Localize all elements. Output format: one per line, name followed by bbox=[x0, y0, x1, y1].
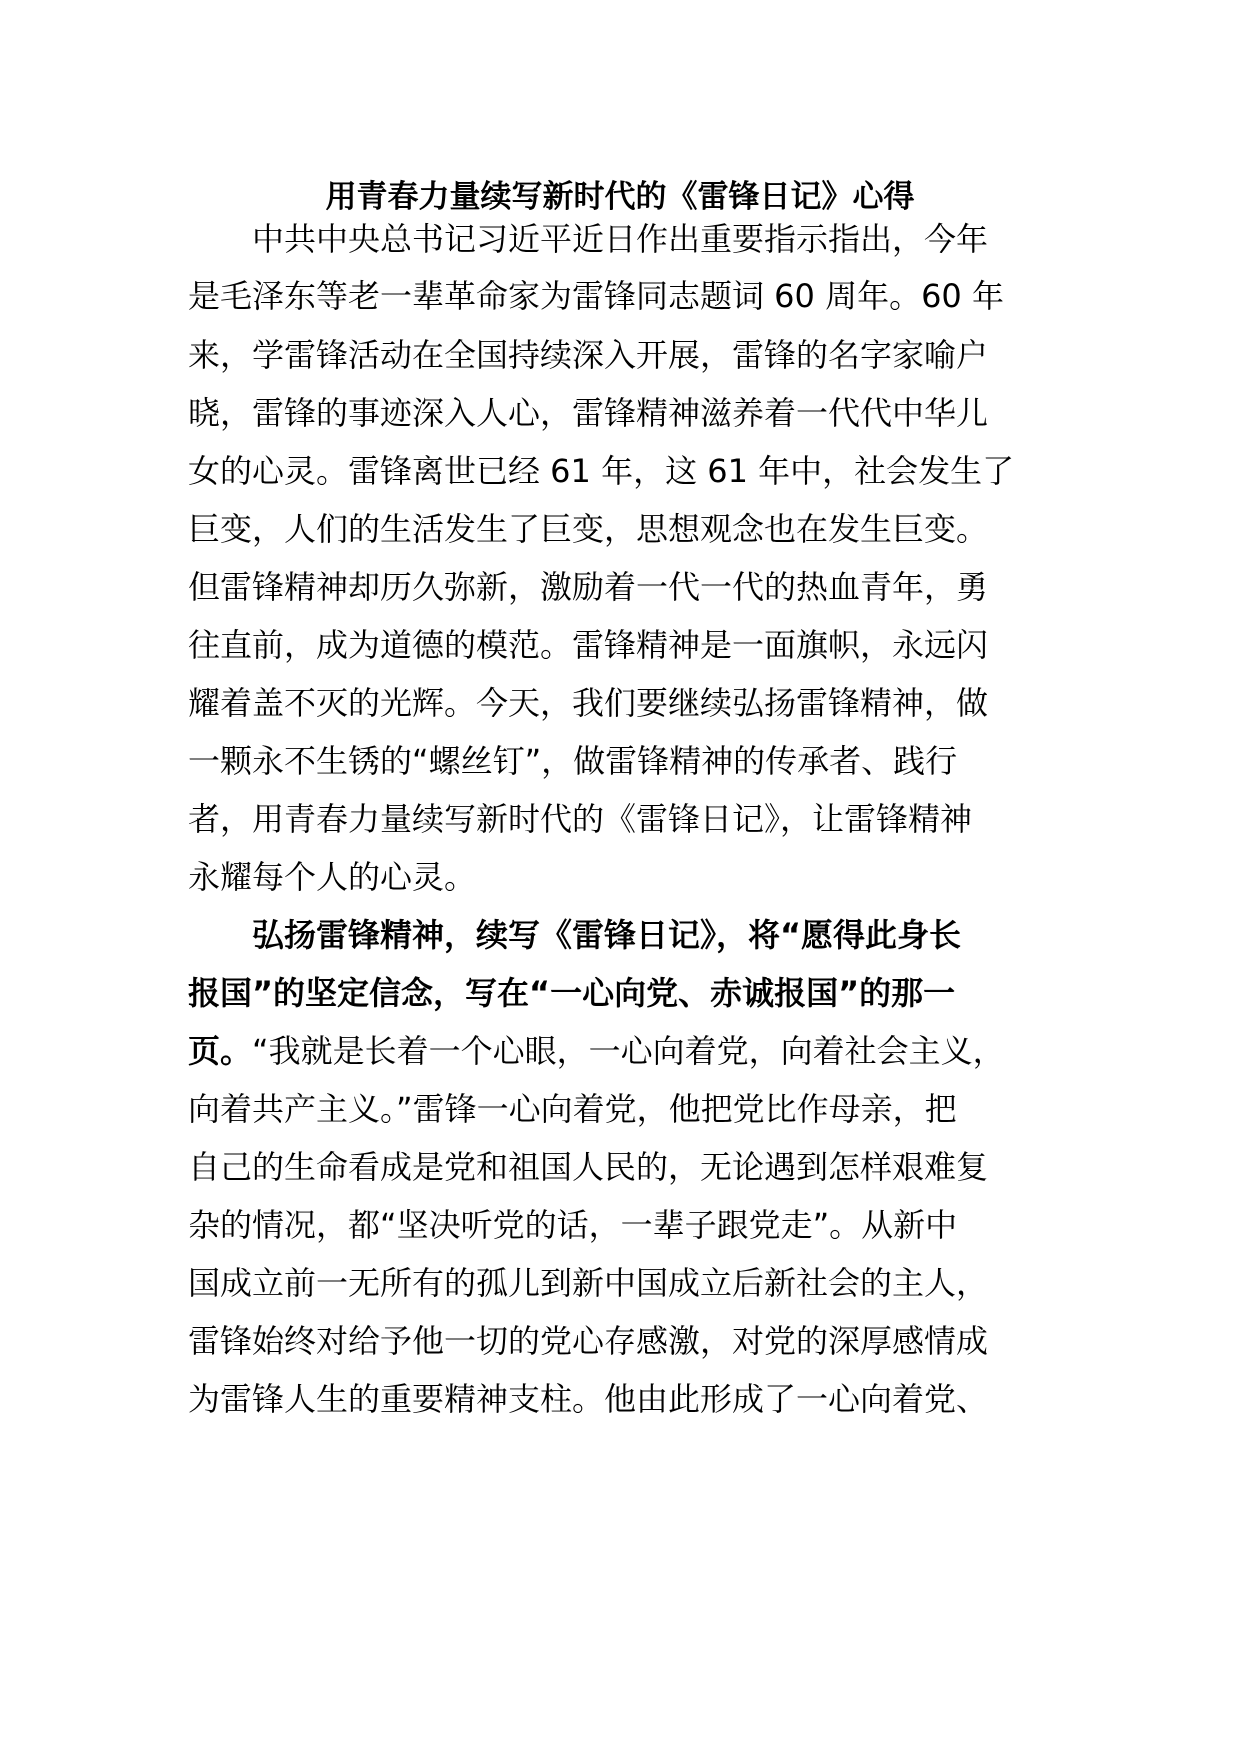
paragraph-1-line-3: 来，学雷锋活动在全国持续深入开展，雷锋的名字家喻户 bbox=[188, 336, 989, 374]
document-title: 用青春力量续写新时代的《雷锋日记》心得 bbox=[325, 179, 915, 215]
paragraph-2-line-8: 雷锋始终对给予他一切的党心存感激，对党的深厚感情成 bbox=[188, 1322, 989, 1360]
paragraph-1-line-12: 永耀每个人的心灵。 bbox=[188, 858, 477, 896]
paragraph-1-line-2: 是毛泽东等老一辈革命家为雷锋同志题词 60 周年。60 年 bbox=[188, 277, 1004, 315]
paragraph-2-line-7: 国成立前一无所有的孤儿到新中国成立后新社会的主人， bbox=[188, 1264, 989, 1302]
paragraph-1-line-1: 中共中央总书记习近平近日作出重要指示指出，今年 bbox=[252, 220, 989, 258]
paragraph-1-line-11: 者，用青春力量续写新时代的《雷锋日记》，让雷锋精神 bbox=[188, 800, 973, 838]
paragraph-1-line-6: 巨变，人们的生活发生了巨变，思想观念也在发生巨变。 bbox=[188, 510, 989, 548]
paragraph-1-line-7: 但雷锋精神却历久弥新，激励着一代一代的热血青年，勇 bbox=[188, 568, 989, 606]
paragraph-2-quote-start: “我就是长着一个心眼，一心向着党，向着社会主义， bbox=[252, 1032, 1005, 1070]
paragraph-1-line-5: 女的心灵。雷锋离世已经 61 年，这 61 年中，社会发生了 bbox=[188, 452, 1015, 490]
paragraph-2-heading-line-1: 弘扬雷锋精神，续写《雷锋日记》，将“愿得此身长 bbox=[252, 916, 962, 954]
paragraph-2-heading-end: 页。 bbox=[188, 1032, 253, 1070]
paragraph-2-line-9: 为雷锋人生的重要精神支柱。他由此形成了一心向着党、 bbox=[188, 1380, 989, 1418]
paragraph-2-line-4: 向着共产主义。”雷锋一心向着党，他把党比作母亲，把 bbox=[188, 1090, 957, 1128]
paragraph-1-line-4: 晓，雷锋的事迹深入人心，雷锋精神滋养着一代代中华儿 bbox=[188, 394, 989, 432]
paragraph-2-line-6: 杂的情况，都“坚决听党的话，一辈子跟党走”。从新中 bbox=[188, 1206, 958, 1244]
paragraph-1-line-9: 耀着盖不灭的光辉。今天，我们要继续弘扬雷锋精神，做 bbox=[188, 684, 989, 722]
paragraph-2-line-3 bbox=[188, 1026, 1005, 1076]
paragraph-2-heading-line-2: 报国”的坚定信念，写在“一心向党、赤诚报国”的那一 bbox=[188, 974, 956, 1012]
paragraph-1-line-8: 往直前，成为道德的模范。雷锋精神是一面旗帜，永远闪 bbox=[188, 626, 989, 664]
paragraph-2-line-5: 自己的生命看成是党和祖国人民的，无论遇到怎样艰难复 bbox=[188, 1148, 989, 1186]
paragraph-1-line-10: 一颗永不生锈的“螺丝钉”，做雷锋精神的传承者、践行 bbox=[188, 742, 958, 780]
